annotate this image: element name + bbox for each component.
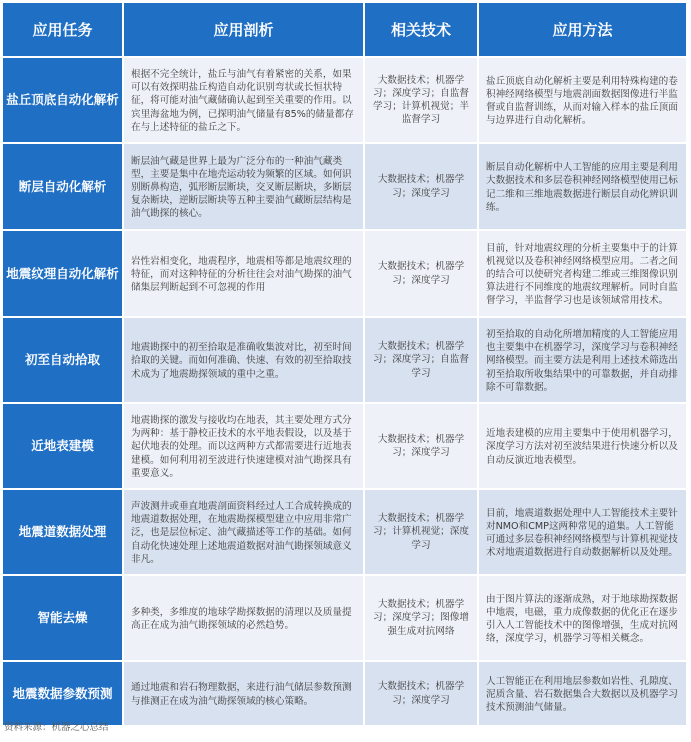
row-task: 地震纹理自动化解析: [3, 231, 124, 318]
header-task: 应用任务: [3, 3, 124, 58]
row-analysis: 根据不完全统计，盐丘与油气有着紧密的关系，如果可以有效探明盐丘构造自动化识别弯状或长恒状特征，将可能对油气藏储确认起到至关重要的作用。以宾里海盆地为例，已探明油气储量有85%的储量都存在与上述特征的盐丘之下。: [124, 58, 365, 144]
row-method: 目前，地震道数据处理中人工智能技术主要针对NMO和CMP这两种常见的道集。人工智能可通过多层卷积神经网络模型与计算机视觉技术对地震道数据进行自动数据解析以及处理。: [479, 490, 688, 576]
header-method: 应用方法: [479, 3, 688, 58]
ai-oil-exploration-table: [3, 3, 688, 727]
row-tech: 大数据技术；机器学习；计算机视觉；深度学习: [365, 490, 479, 576]
row-task: 近地表建模: [3, 404, 124, 490]
row-method: 初至拾取的自动化所增加精度的人工智能应用也主要集中在机器学习，深度学习与卷积神经网络模型。而主要方法是利用上述技术筛选出初至拾取所收集结果中的可靠数据，并自动排除不可靠数据。: [479, 318, 688, 404]
row-analysis: 声波测井或垂直地震剖面资料经过人工合成转换成的地震道数据处理，在地震勘探模型建立中应用非常广泛，也是层位标定、油气藏描述等工作的基础。如何自动化快速处理上述地震道数据对油气勘探领域意义非凡。: [124, 490, 365, 576]
row-task: 地震道数据处理: [3, 490, 124, 576]
source-note: 资料来源：机器之心总结: [4, 722, 109, 733]
row-task: 断层自动化解析: [3, 144, 124, 231]
row-method: 断层自动化解析中人工智能的应用主要是利用大数据技术和多层卷积神经网络模型使用已标记二维和三维地震数据进行断层自动化辨识训练。: [479, 144, 688, 231]
row-tech: 大数据技术；机器学习；深度学习；自监督学习；计算机视觉；半监督学习: [365, 58, 479, 144]
row-method: 盐丘顶底自动化解析主要是利用特殊构建的卷积神经网络模型与地震剖面数据图像进行半监督或自监督训练，从而对输入样本的盐丘顶面与边界进行自动化解析。: [479, 58, 688, 144]
row-method: 目前，针对地震纹理的分析主要集中于的计算机视觉以及卷积神经网络模型应用。二者之间的结合可以使研究者构建二维或三维图像识别算法进行不同维度的地震纹理解析。同时自监督学习，半监督学习也是该领域常用技术。: [479, 231, 688, 318]
row-analysis: 通过地震和岩石物理数据，来进行油气储层参数预测与推测正在成为油气勘探领域的核心策略。: [124, 662, 365, 727]
row-task: 盐丘顶底自动化解析: [3, 58, 124, 144]
row-method: 人工智能正在利用地层参数如岩性、孔隙度、泥质含量、岩石数据集合大数据以及机器学习技术预测油气储量。: [479, 662, 688, 727]
row-analysis: 岩性岩相变化，地震程序，地震相等都是地震纹理的特征，而对这种特征的分析往往会对油气勘探的油气储集层判断起到不可忽视的作用: [124, 231, 365, 318]
row-tech: 大数据技术；机器学习；深度学习: [365, 231, 479, 318]
row-analysis: 多种类，多维度的地球学勘探数据的清理以及质量提高正在成为油气勘探领域的必然趋势。: [124, 576, 365, 662]
row-task: 初至自动拾取: [3, 318, 124, 404]
row-task: 地震数据参数预测: [3, 662, 124, 727]
row-analysis: 地震勘探中的初至拾取是准确收集波对比，初至时间拾取的关键。而如何准确、快速、有效的初至拾取技术成为了地震勘探领域的重中之重。: [124, 318, 365, 404]
row-analysis: 断层油气藏是世界上最为广泛分布的一种油气藏类型，主要是集中在地壳运动较为频繁的区域。如何识别断鼻构造，弧形断层断块，交叉断层断块，多断层复杂断块，逆断层断块等五种主要油气藏断层结构是油气勘探的核心。: [124, 144, 365, 231]
row-method: 近地表建模的应用主要集中于使用机器学习，深度学习方法对初至波结果进行快速分析以及自动反演近地表模型。: [479, 404, 688, 490]
row-tech: 大数据技术；机器学习；深度学习: [365, 662, 479, 727]
header-tech: 相关技术: [365, 3, 479, 58]
header-analysis: 应用剖析: [124, 3, 365, 58]
row-method: 由于图片算法的逐渐成熟，对于地球勘探数据中地震，电磁，重力成像数据的优化正在逐步引入人工智能技术中的图像增强，生成对抗网络，深度学习，机器学习等相关概念。: [479, 576, 688, 662]
row-tech: 大数据技术；机器学习；深度学习；自监督学习: [365, 318, 479, 404]
row-tech: 大数据技术；机器学习；深度学习: [365, 144, 479, 231]
row-task: 智能去燥: [3, 576, 124, 662]
row-tech: 大数据技术；机器学习；深度学习；图像增强生成对抗网络: [365, 576, 479, 662]
row-tech: 大数据技术；机器学习；深度学习: [365, 404, 479, 490]
row-analysis: 地震勘探的激发与接收均在地表，其主要处理方式分为两种：基于静校正技术的水平地表假设，以及基于起伏地表的处理。而以这两种方式都需要进行近地表建模。如何利用初至波进行快速建模对油气勘探具有重要意义。: [124, 404, 365, 490]
